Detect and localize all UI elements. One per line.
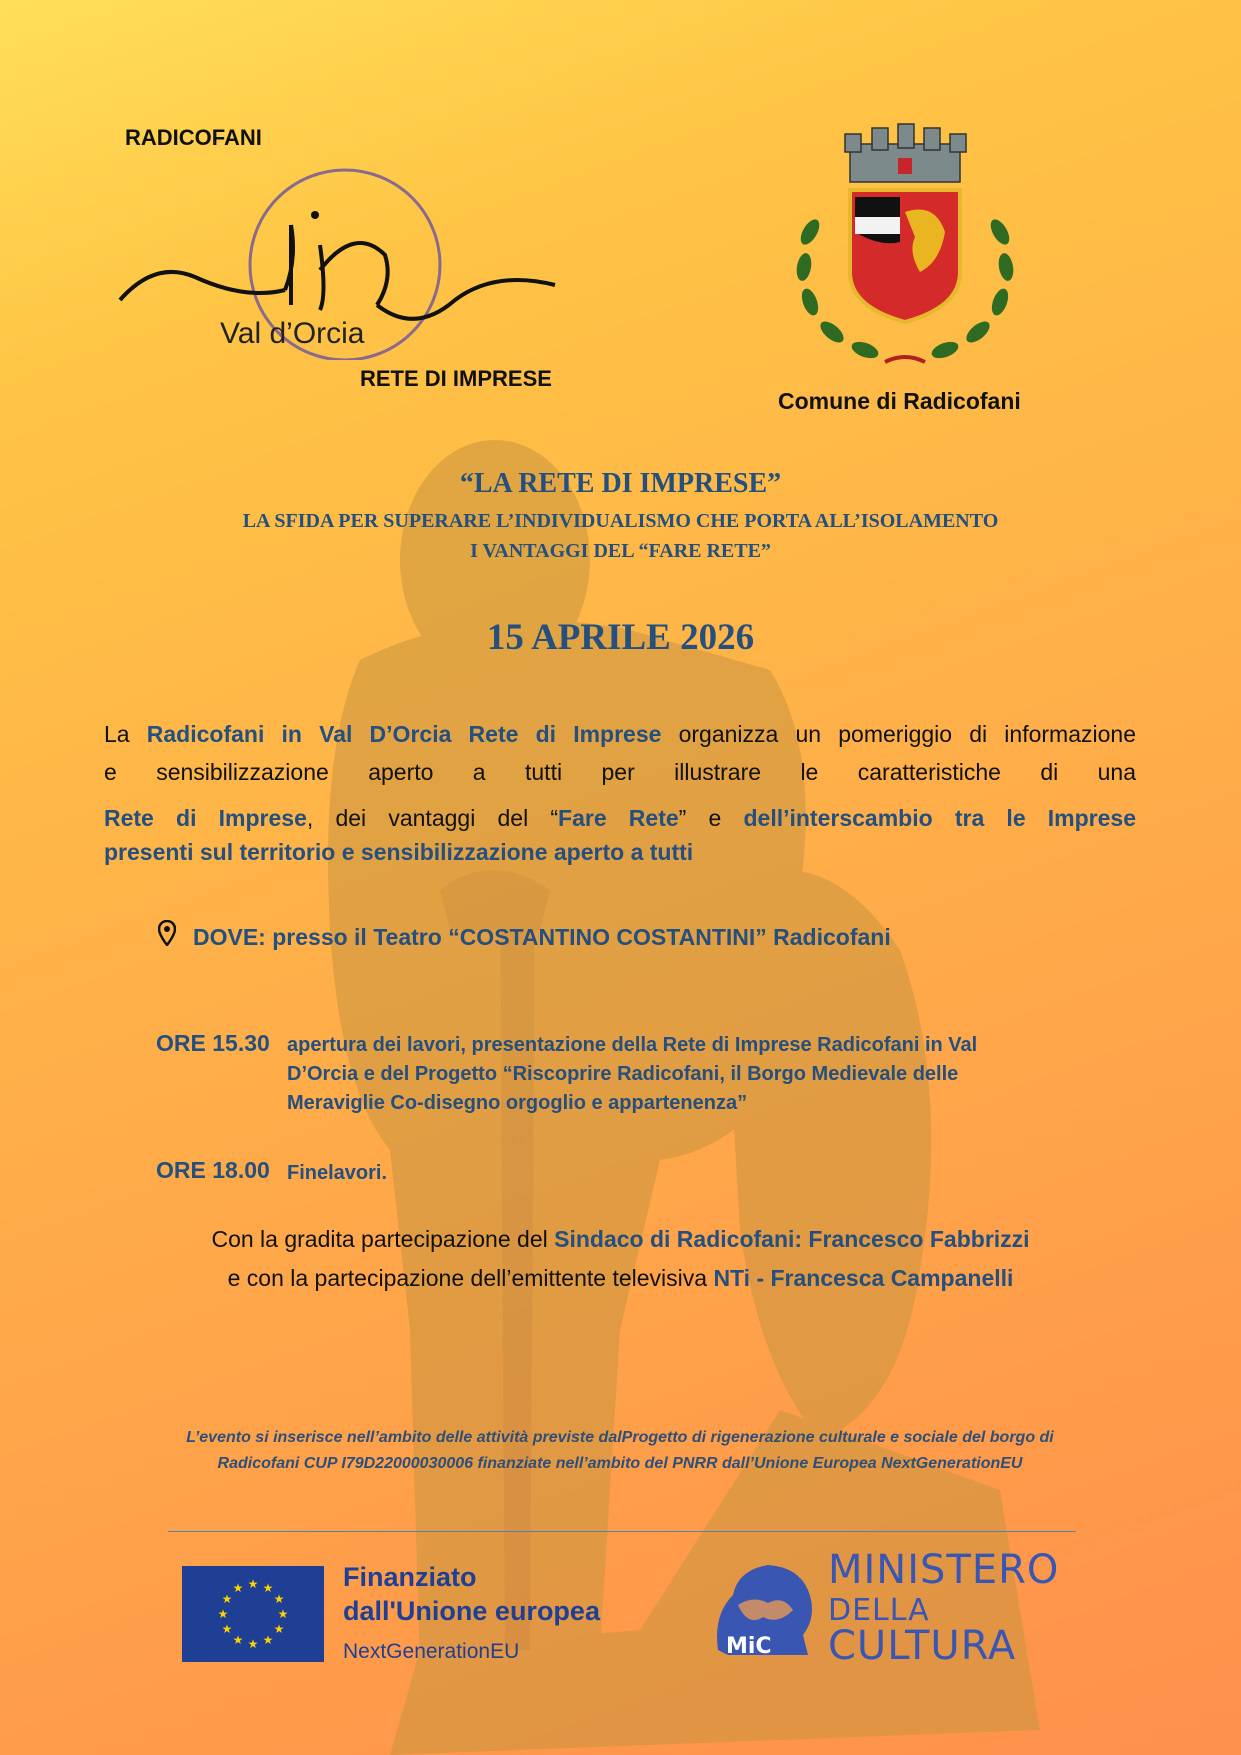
svg-text:★: ★: [262, 1581, 274, 1595]
schedule-text-1b: D’Orcia e del Progetto “Riscoprire Radicofani, il Borgo Medievale delle: [287, 1063, 959, 1085]
mic-abbrev: MiC: [726, 1634, 772, 1659]
intro-highlight: Fare Rete: [558, 805, 679, 831]
schedule-time-2: ORE 18.00: [156, 1157, 270, 1183]
intro-line-2: e sensibilizzazione aperto a tutti per illustrare le caratteristiche di una: [104, 759, 1136, 785]
radicofani-label: RADICOFANI: [125, 125, 262, 150]
schedule-time-1: ORE 15.30: [156, 1030, 270, 1056]
schedule-text-1a: apertura dei lavori, presentazione della Rete di Imprese Radicofani in Val: [287, 1034, 978, 1056]
funding-note-line-1: L’evento si inserisce nell’ambito delle attività previste dalProgetto di rigenerazione culturale e sociale del borgo di: [186, 1429, 1054, 1446]
svg-text:★: ★: [217, 1607, 229, 1621]
mic-logo-icon: [708, 1555, 820, 1665]
intro-highlight: Rete di Imprese: [104, 805, 307, 831]
event-title: “LA RETE DI IMPRESE”: [459, 468, 782, 499]
participation-line-1: [0, 1226, 1241, 1253]
intro-text: La: [104, 721, 147, 747]
intro-org-name: Radicofani in Val D’Orcia Rete di Imprese: [146, 721, 662, 747]
svg-text:★: ★: [232, 1581, 244, 1595]
svg-text:★: ★: [273, 1622, 285, 1636]
svg-text:★: ★: [232, 1633, 244, 1647]
mic-line-1: MINISTERO: [828, 1547, 1060, 1593]
logo-text: Val d’Orcia: [220, 317, 365, 350]
intro-highlight: dell’interscambio tra le Imprese: [743, 805, 1137, 831]
val-dorcia-logo: [115, 165, 565, 360]
svg-text:★: ★: [221, 1622, 233, 1636]
event-date: 15 APRILE 2026: [486, 617, 755, 658]
footer-divider: [168, 1531, 1076, 1532]
participation-highlight: NTi - Francesca Campanelli: [713, 1265, 1014, 1291]
intro-line-1: [104, 716, 1136, 753]
venue-text: DOVE: presso il Teatro “COSTANTINO COSTANTINI” Radicofani: [193, 924, 891, 950]
funding-note-line-2: Radicofani CUP I79D22000030006 finanziate nell’ambito del PNRR dall’Unione Europea NextGenerationEU: [217, 1455, 1023, 1472]
eu-flag-icon: [182, 1566, 324, 1662]
schedule-text-2: Finelavori.: [287, 1162, 388, 1184]
participation-text: e con la partecipazione dell’emittente televisiva: [227, 1265, 714, 1291]
svg-text:★: ★: [273, 1592, 285, 1606]
intro-text: ” e: [678, 805, 744, 831]
intro-text: organizza un pomeriggio di informazione: [661, 721, 1136, 747]
event-subtitle-1: LA SFIDA PER SUPERARE L’INDIVIDUALISMO CHE PORTA ALL’ISOLAMENTO: [242, 510, 999, 532]
eu-nextgen-label: NextGenerationEU: [343, 1640, 520, 1663]
schedule-text-1c: Meraviglie Co-disegno orgoglio e appartenenza”: [287, 1092, 748, 1114]
rete-di-imprese-label: RETE DI IMPRESE: [360, 366, 552, 391]
eu-funding-line-2: dall'Unione europea: [343, 1596, 600, 1626]
intro-line-4: presenti sul territorio e sensibilizzazione aperto a tutti: [104, 839, 694, 865]
participation-highlight: Sindaco di Radicofani: Francesco Fabbrizzi: [554, 1226, 1030, 1252]
svg-text:★: ★: [247, 1637, 259, 1651]
mic-line-3: CULTURA: [828, 1623, 1017, 1669]
svg-text:★: ★: [247, 1577, 259, 1591]
svg-text:★: ★: [221, 1592, 233, 1606]
coat-of-arms-icon: [790, 122, 1020, 374]
participation-line-2: [0, 1265, 1241, 1292]
location-pin-icon: [158, 920, 176, 946]
comune-label: Comune di Radicofani: [778, 388, 1021, 414]
svg-text:★: ★: [262, 1633, 274, 1647]
intro-text: , dei vantaggi del “: [306, 805, 559, 831]
eu-funding-title: [343, 1560, 600, 1628]
participation-text: Con la gradita partecipazione del: [211, 1226, 555, 1252]
event-subtitle-2: I VANTAGGI DEL “FARE RETE”: [470, 540, 771, 562]
svg-text:★: ★: [277, 1607, 289, 1621]
mic-line-2: DELLA: [828, 1593, 930, 1628]
intro-line-3: [104, 800, 1136, 837]
eu-funding-line-1: Finanziato: [343, 1562, 477, 1592]
